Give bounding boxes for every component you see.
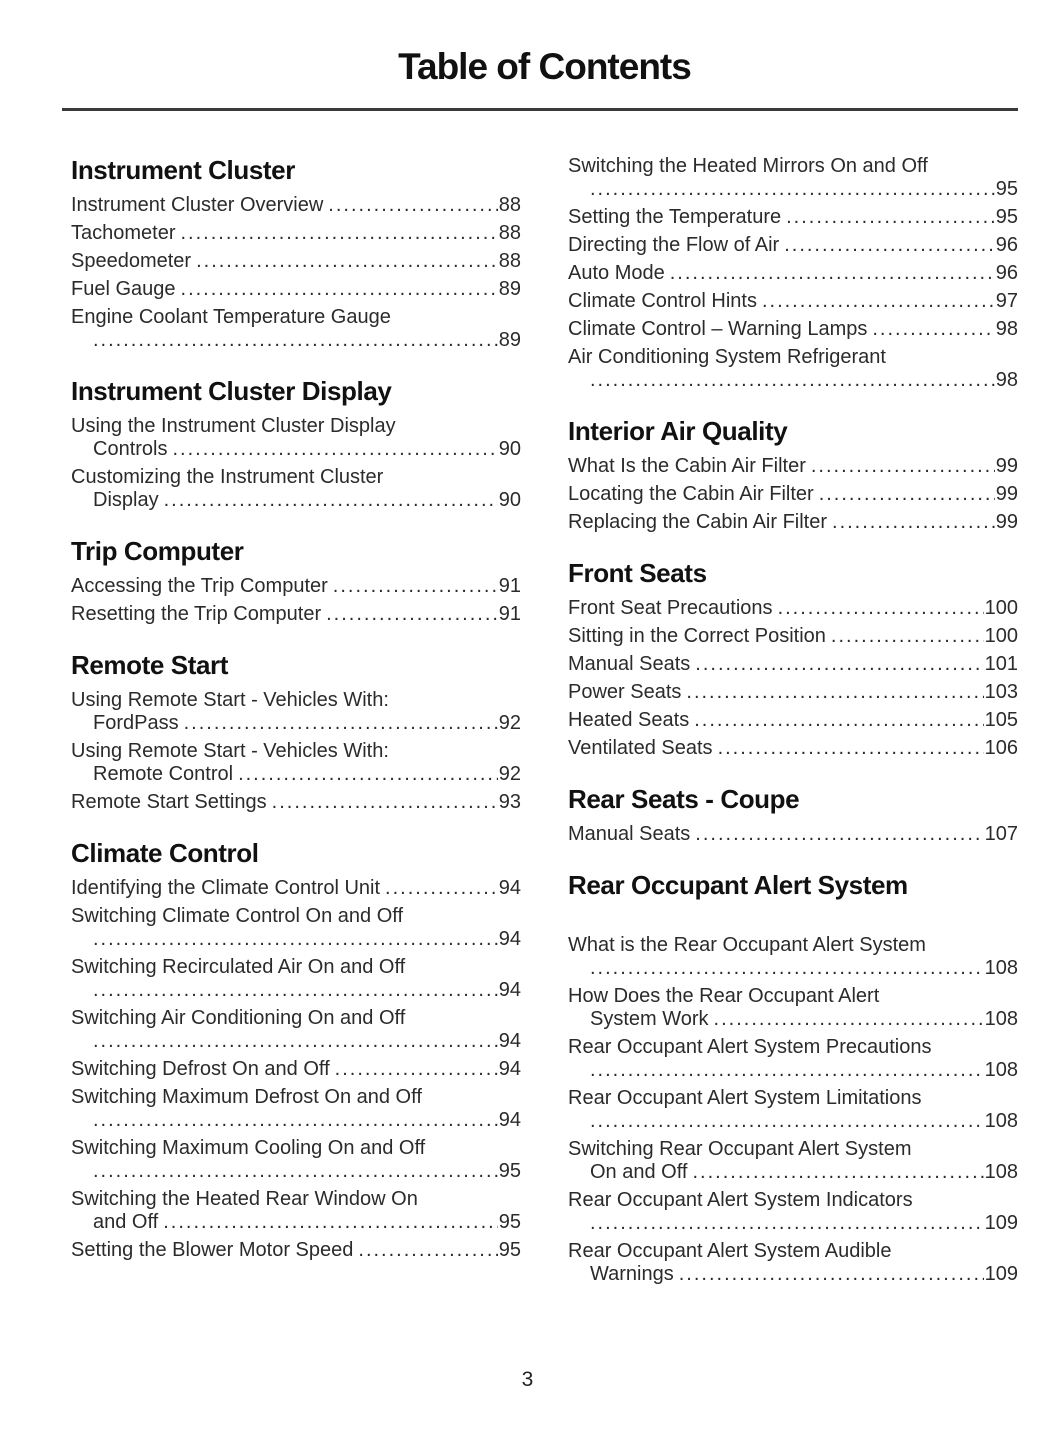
toc-columns: [71, 155, 1018, 1291]
section-heading: Front Seats: [568, 558, 707, 588]
dot-leader: [590, 1110, 984, 1133]
toc-entry: [71, 222, 521, 245]
toc-section: [71, 838, 521, 1262]
toc-entry: [71, 1137, 521, 1183]
entry-line: [71, 278, 521, 301]
toc-entry: [71, 603, 521, 626]
entry-page-number: 89: [498, 329, 521, 351]
toc-entry: [568, 318, 1018, 341]
entry-text: Instrument Cluster Overview: [71, 194, 324, 216]
dot-leader: [590, 1059, 984, 1082]
dot-leader: [811, 455, 995, 478]
entry-line: [71, 603, 521, 626]
toc-entry: [71, 689, 521, 735]
entry-page-number: 97: [995, 290, 1018, 312]
toc-section: [71, 536, 521, 626]
entry-page-number: 103: [984, 681, 1018, 703]
toc-entry: [568, 234, 1018, 257]
entry-line: [71, 763, 521, 786]
toc-entry: [71, 575, 521, 598]
entry-text: Remote Start Settings: [71, 791, 267, 813]
entry-line: [568, 1059, 1018, 1082]
entry-text: Warnings: [590, 1263, 674, 1285]
toc-entry: [71, 791, 521, 814]
entry-text: Display: [93, 489, 159, 511]
toc-entry: [568, 1036, 1018, 1082]
entry-text: Rear Occupant Alert System Indicators: [568, 1189, 913, 1211]
entry-line: [568, 625, 1018, 648]
toc-section: [568, 870, 1018, 1286]
entry-text: Switching Maximum Defrost On and Off: [71, 1086, 422, 1108]
entry-text: Air Conditioning System Refrigerant: [568, 346, 886, 368]
section-heading: Instrument Cluster Display: [71, 376, 392, 406]
entry-page-number: 108: [984, 957, 1018, 979]
entry-line: [568, 455, 1018, 478]
toc-entry: [71, 1058, 521, 1081]
dot-leader: [238, 763, 498, 786]
dot-leader: [93, 979, 498, 1002]
entry-page-number: 95: [995, 178, 1018, 200]
dot-leader: [196, 250, 498, 273]
section-heading: Remote Start: [71, 650, 229, 680]
dot-leader: [872, 318, 994, 341]
entry-page-number: 108: [984, 1161, 1018, 1183]
toc-entry: [568, 681, 1018, 704]
entry-line: [568, 737, 1018, 760]
dot-leader: [714, 1008, 984, 1031]
dot-leader: [695, 653, 983, 676]
entry-line: [568, 178, 1018, 201]
entry-line: [71, 222, 521, 245]
entry-line: [71, 1239, 521, 1262]
dot-leader: [172, 438, 497, 461]
entry-page-number: 98: [995, 318, 1018, 340]
toc-entry: [71, 1007, 521, 1053]
entry-text: How Does the Rear Occupant Alert: [568, 985, 880, 1007]
entry-text: Remote Control: [93, 763, 234, 785]
entry-line: [568, 1161, 1018, 1184]
toc-entry: [568, 1138, 1018, 1184]
entry-page-number: 90: [498, 438, 521, 460]
entry-line: [568, 262, 1018, 285]
entry-text: System Work: [590, 1008, 709, 1030]
dot-leader: [819, 483, 995, 506]
section-heading: Interior Air Quality: [568, 416, 788, 446]
entry-line: [568, 369, 1018, 392]
entry-line: [71, 1160, 521, 1183]
entry-page-number: 90: [498, 489, 521, 511]
entry-text: Ventilated Seats: [568, 737, 713, 759]
toc-entry: [71, 466, 521, 512]
entry-page-number: 109: [984, 1263, 1018, 1285]
entry-page-number: 94: [498, 1109, 521, 1131]
entry-line: [568, 823, 1018, 846]
entry-page-number: 108: [984, 1110, 1018, 1132]
entry-page-number: 88: [498, 250, 521, 272]
toc-entry: [568, 737, 1018, 760]
entry-text: Accessing the Trip Computer: [71, 575, 328, 597]
toc-section: [71, 650, 521, 814]
toc-section: [71, 155, 521, 352]
toc-section: [568, 784, 1018, 846]
toc-entry: [568, 511, 1018, 534]
entry-text: Switching the Heated Mirrors On and Off: [568, 155, 928, 177]
entry-line: [568, 511, 1018, 534]
toc-entry: [568, 823, 1018, 846]
toc-entry: [568, 483, 1018, 506]
entry-line: [71, 1058, 521, 1081]
entry-text: Switching Maximum Cooling On and Off: [71, 1137, 426, 1159]
page-number: 3: [521, 1368, 534, 1391]
entry-text: What is the Rear Occupant Alert System: [568, 934, 926, 956]
entry-line: [71, 194, 521, 217]
entry-page-number: 101: [984, 653, 1018, 675]
toc-entry: [71, 306, 521, 352]
page-title: Table of Contents: [398, 46, 691, 87]
entry-text: Fuel Gauge: [71, 278, 176, 300]
entry-line: [71, 979, 521, 1002]
toc-entry: [568, 934, 1018, 980]
toc-entry: [71, 877, 521, 900]
entry-page-number: 88: [498, 194, 521, 216]
dot-leader: [831, 625, 984, 648]
entry-line: [71, 1109, 521, 1132]
dot-leader: [778, 597, 984, 620]
entry-text: Sitting in the Correct Position: [568, 625, 826, 647]
entry-line: [71, 575, 521, 598]
entry-page-number: 95: [995, 206, 1018, 228]
entry-text: Engine Coolant Temperature Gauge: [71, 306, 391, 328]
entry-line: [71, 489, 521, 512]
toc-entry: [71, 905, 521, 951]
toc-entry: [71, 956, 521, 1002]
entry-text: Rear Occupant Alert System Audible: [568, 1240, 892, 1262]
toc-entry: [71, 250, 521, 273]
entry-text: Controls: [93, 438, 168, 460]
dot-leader: [181, 278, 498, 301]
section-heading: Climate Control: [71, 838, 259, 868]
entry-line: [71, 250, 521, 273]
entry-line: [568, 234, 1018, 257]
entry-text: Switching the Heated Rear Window On: [71, 1188, 418, 1210]
entry-text: Customizing the Instrument Cluster: [71, 466, 384, 488]
entry-text: Rear Occupant Alert System Limitations: [568, 1087, 922, 1109]
entry-line: [568, 653, 1018, 676]
entry-text: Locating the Cabin Air Filter: [568, 483, 814, 505]
entry-line: [71, 928, 521, 951]
dot-leader: [93, 1109, 498, 1132]
toc-entry: [568, 262, 1018, 285]
entry-text: Tachometer: [71, 222, 176, 244]
dot-leader: [93, 1030, 498, 1053]
toc-entry: [568, 1240, 1018, 1286]
toc-entry: [568, 206, 1018, 229]
entry-page-number: 105: [984, 709, 1018, 731]
entry-line: [568, 1263, 1018, 1286]
toc-entry: [568, 346, 1018, 392]
toc-entry: [71, 415, 521, 461]
entry-line: [71, 1211, 521, 1234]
entry-text: Using Remote Start - Vehicles With:: [71, 740, 389, 762]
dot-leader: [272, 791, 498, 814]
entry-text: Replacing the Cabin Air Filter: [568, 511, 828, 533]
entry-text: Auto Mode: [568, 262, 665, 284]
entry-text: Switching Air Conditioning On and Off: [71, 1007, 406, 1029]
entry-text: Directing the Flow of Air: [568, 234, 780, 256]
toc-entry: [568, 290, 1018, 313]
toc-entry: [71, 1086, 521, 1132]
toc-entry: [568, 709, 1018, 732]
entry-page-number: 92: [498, 763, 521, 785]
dot-leader: [385, 877, 498, 900]
dot-leader: [93, 928, 498, 951]
entry-text: Switching Recirculated Air On and Off: [71, 956, 406, 978]
entry-page-number: 106: [984, 737, 1018, 759]
entry-text: Switching Rear Occupant Alert System: [568, 1138, 912, 1160]
toc-entry: [568, 455, 1018, 478]
entry-text: Setting the Blower Motor Speed: [71, 1239, 354, 1261]
entry-text: What Is the Cabin Air Filter: [568, 455, 806, 477]
entry-text: Climate Control Hints: [568, 290, 757, 312]
dot-leader: [328, 194, 497, 217]
entry-text: On and Off: [590, 1161, 688, 1183]
dot-leader: [762, 290, 995, 313]
entry-page-number: 99: [995, 455, 1018, 477]
dot-leader: [590, 957, 984, 980]
entry-text: Using Remote Start - Vehicles With:: [71, 689, 389, 711]
entry-line: [568, 1212, 1018, 1235]
entry-text: Switching Climate Control On and Off: [71, 905, 404, 927]
entry-page-number: 109: [984, 1212, 1018, 1234]
entry-line: [568, 1008, 1018, 1031]
entry-line: [568, 957, 1018, 980]
entry-line: [71, 438, 521, 461]
section-heading: Rear Seats - Coupe: [568, 784, 800, 814]
dot-leader: [358, 1239, 497, 1262]
dot-leader: [718, 737, 984, 760]
entry-text: Resetting the Trip Computer: [71, 603, 322, 625]
toc-section: [568, 558, 1018, 760]
entry-text: FordPass: [93, 712, 179, 734]
entry-page-number: 95: [498, 1239, 521, 1261]
entry-page-number: 91: [498, 575, 521, 597]
entry-line: [568, 1110, 1018, 1133]
entry-page-number: 95: [498, 1211, 521, 1233]
entry-page-number: 96: [995, 234, 1018, 256]
dot-leader: [832, 511, 995, 534]
toc-entry: [568, 597, 1018, 620]
entry-page-number: 94: [498, 979, 521, 1001]
toc-entry: [568, 653, 1018, 676]
entry-text: Climate Control – Warning Lamps: [568, 318, 868, 340]
entry-text: Switching Defrost On and Off: [71, 1058, 330, 1080]
entry-text: and Off: [93, 1211, 159, 1233]
dot-leader: [335, 1058, 498, 1081]
toc-column-right: [568, 155, 1018, 1291]
toc-section: [568, 416, 1018, 534]
entry-text: Speedometer: [71, 250, 192, 272]
toc-entry: [71, 194, 521, 217]
entry-line: [568, 483, 1018, 506]
entry-text: Front Seat Precautions: [568, 597, 773, 619]
section-heading: Rear Occupant Alert System: [568, 870, 908, 900]
entry-page-number: 98: [995, 369, 1018, 391]
entry-page-number: 94: [498, 1030, 521, 1052]
toc-column-left: [71, 155, 521, 1291]
entry-line: [568, 318, 1018, 341]
entry-text: Power Seats: [568, 681, 682, 703]
dot-leader: [93, 1160, 498, 1183]
entry-line: [568, 597, 1018, 620]
dot-leader: [93, 329, 498, 352]
entry-page-number: 88: [498, 222, 521, 244]
entry-text: Identifying the Climate Control Unit: [71, 877, 381, 899]
dot-leader: [692, 1161, 983, 1184]
entry-line: [568, 709, 1018, 732]
toc-section: [71, 376, 521, 512]
entry-page-number: 94: [498, 877, 521, 899]
divider: [62, 108, 1018, 111]
toc-entry: [568, 1087, 1018, 1133]
entry-page-number: 107: [984, 823, 1018, 845]
entry-line: [71, 791, 521, 814]
entry-page-number: 92: [498, 712, 521, 734]
dot-leader: [590, 1212, 984, 1235]
dot-leader: [784, 234, 995, 257]
entry-page-number: 96: [995, 262, 1018, 284]
entry-line: [568, 206, 1018, 229]
dot-leader: [163, 1211, 498, 1234]
dot-leader: [181, 222, 498, 245]
dot-leader: [590, 178, 995, 201]
dot-leader: [184, 712, 498, 735]
entry-page-number: 95: [498, 1160, 521, 1182]
dot-leader: [679, 1263, 984, 1286]
entry-page-number: 94: [498, 928, 521, 950]
toc-entry: [71, 1188, 521, 1234]
entry-line: [568, 681, 1018, 704]
entry-text: Rear Occupant Alert System Precautions: [568, 1036, 932, 1058]
entry-line: [71, 1030, 521, 1053]
toc-entry: [568, 625, 1018, 648]
dot-leader: [164, 489, 498, 512]
entry-line: [71, 877, 521, 900]
section-heading: Trip Computer: [71, 536, 244, 566]
dot-leader: [670, 262, 995, 285]
entry-page-number: 94: [498, 1058, 521, 1080]
entry-page-number: 100: [984, 625, 1018, 647]
dot-leader: [326, 603, 498, 626]
toc-entry: [71, 278, 521, 301]
entry-line: [71, 712, 521, 735]
entry-page-number: 108: [984, 1008, 1018, 1030]
entry-page-number: 108: [984, 1059, 1018, 1081]
entry-page-number: 89: [498, 278, 521, 300]
entry-text: Manual Seats: [568, 653, 691, 675]
entry-line: [568, 290, 1018, 313]
entry-line: [71, 329, 521, 352]
entry-page-number: 100: [984, 597, 1018, 619]
entry-page-number: 99: [995, 483, 1018, 505]
dot-leader: [695, 823, 983, 846]
dot-leader: [590, 369, 995, 392]
toc-entry: [568, 1189, 1018, 1235]
entry-page-number: 93: [498, 791, 521, 813]
dot-leader: [694, 709, 983, 732]
dot-leader: [333, 575, 498, 598]
dot-leader: [686, 681, 983, 704]
entry-text: Manual Seats: [568, 823, 691, 845]
entry-text: Setting the Temperature: [568, 206, 782, 228]
entry-page-number: 91: [498, 603, 521, 625]
entry-page-number: 99: [995, 511, 1018, 533]
section-heading: Instrument Cluster: [71, 155, 295, 185]
entry-text: Using the Instrument Cluster Display: [71, 415, 396, 437]
entry-text: Heated Seats: [568, 709, 690, 731]
toc-entry: [568, 155, 1018, 201]
toc-section: [568, 155, 1018, 392]
dot-leader: [786, 206, 995, 229]
toc-entry: [71, 740, 521, 786]
toc-entry: [71, 1239, 521, 1262]
toc-entry: [568, 985, 1018, 1031]
